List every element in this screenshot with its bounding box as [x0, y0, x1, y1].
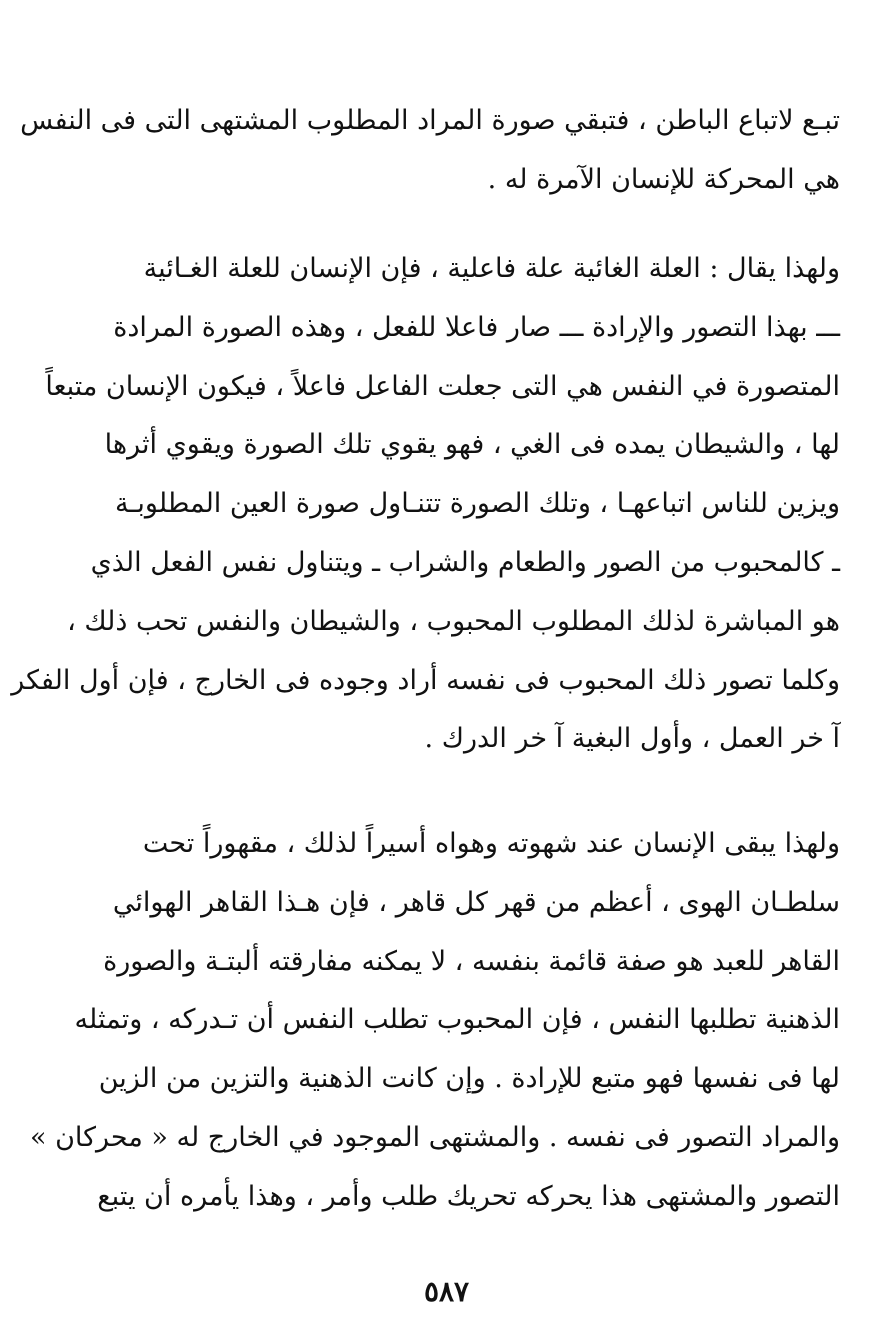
text-line: الذهنية تطلبها النفس ، فإن المحبوب تطلب النفس أن تـدركه ، وتمثله	[74, 1004, 840, 1036]
text-line: التصور والمشتهى هذا يحركه تحريك طلب وأمر ، وهذا يأمره أن يتبع	[97, 1180, 840, 1212]
text-line: ولهذا يقال : العلة الغائية علة فاعلية ، فإن الإنسان للعلة الغـائية	[143, 253, 840, 284]
text-line: لها فى نفسها فهو متبع للإرادة . وإن كانت الذهنية والتزين من الزين	[98, 1063, 840, 1095]
paragraph-2	[11, 240, 840, 769]
paragraph-3	[30, 815, 840, 1227]
text-line: لها ، والشيطان يمده فى الغي ، فهو يقوي تلك الصورة ويقوي أثرها	[104, 429, 840, 461]
paragraph-1	[20, 92, 840, 210]
text-line: ويزين للناس اتباعهـا ، وتلك الصورة تتنـاول صورة العين المطلوبـة	[115, 488, 840, 520]
page-number: ٥٨٧	[423, 1275, 470, 1308]
text-line: هو المباشرة لذلك المطلوب المحبوب ، والشيطان والنفس تحب ذلك ،	[67, 605, 840, 637]
text-line: آ خر العمل ، وأول البغية آ خر الدرك .	[424, 723, 840, 755]
text-line: القاهر للعبد هو صفة قائمة بنفسه ، لا يمكنه مفارقته ألبتـة والصورة	[103, 945, 840, 977]
text-line: سلطـان الهوى ، أعظم من قهر كل قاهر ، فإن هـذا القاهر الهوائي	[112, 886, 840, 918]
text-line: ـ كالمحبوب من الصور والطعام والشراب ـ ويتناول نفس الفعل الذي	[90, 546, 840, 578]
text-line: ولهذا يبقى الإنسان عند شهوته وهواه أسيراً لذلك ، مقهوراً تحت	[142, 828, 840, 859]
text-line: ـــ بهذا التصور والإرادة ـــ صار فاعلا للفعل ، وهذه الصورة المرادة	[113, 311, 840, 343]
text-line: هي المحركة للإنسان الآمرة له .	[487, 163, 840, 195]
text-line: المتصورة في النفس هي التى جعلت الفاعل فاعلاً ، فيكون الإنسان متبعاً	[45, 370, 840, 402]
text-line: وكلما تصور ذلك المحبوب فى نفسه أراد وجوده فى الخارج ، فإن أول الفكر	[11, 664, 840, 696]
text-line: تبـع لاتباع الباطن ، فتبقي صورة المراد المطلوب المشتهى التى فى النفس	[20, 105, 840, 136]
text-line: والمراد التصور فى نفسه . والمشتهى الموجود في الخارج له « محركان »	[30, 1121, 840, 1153]
